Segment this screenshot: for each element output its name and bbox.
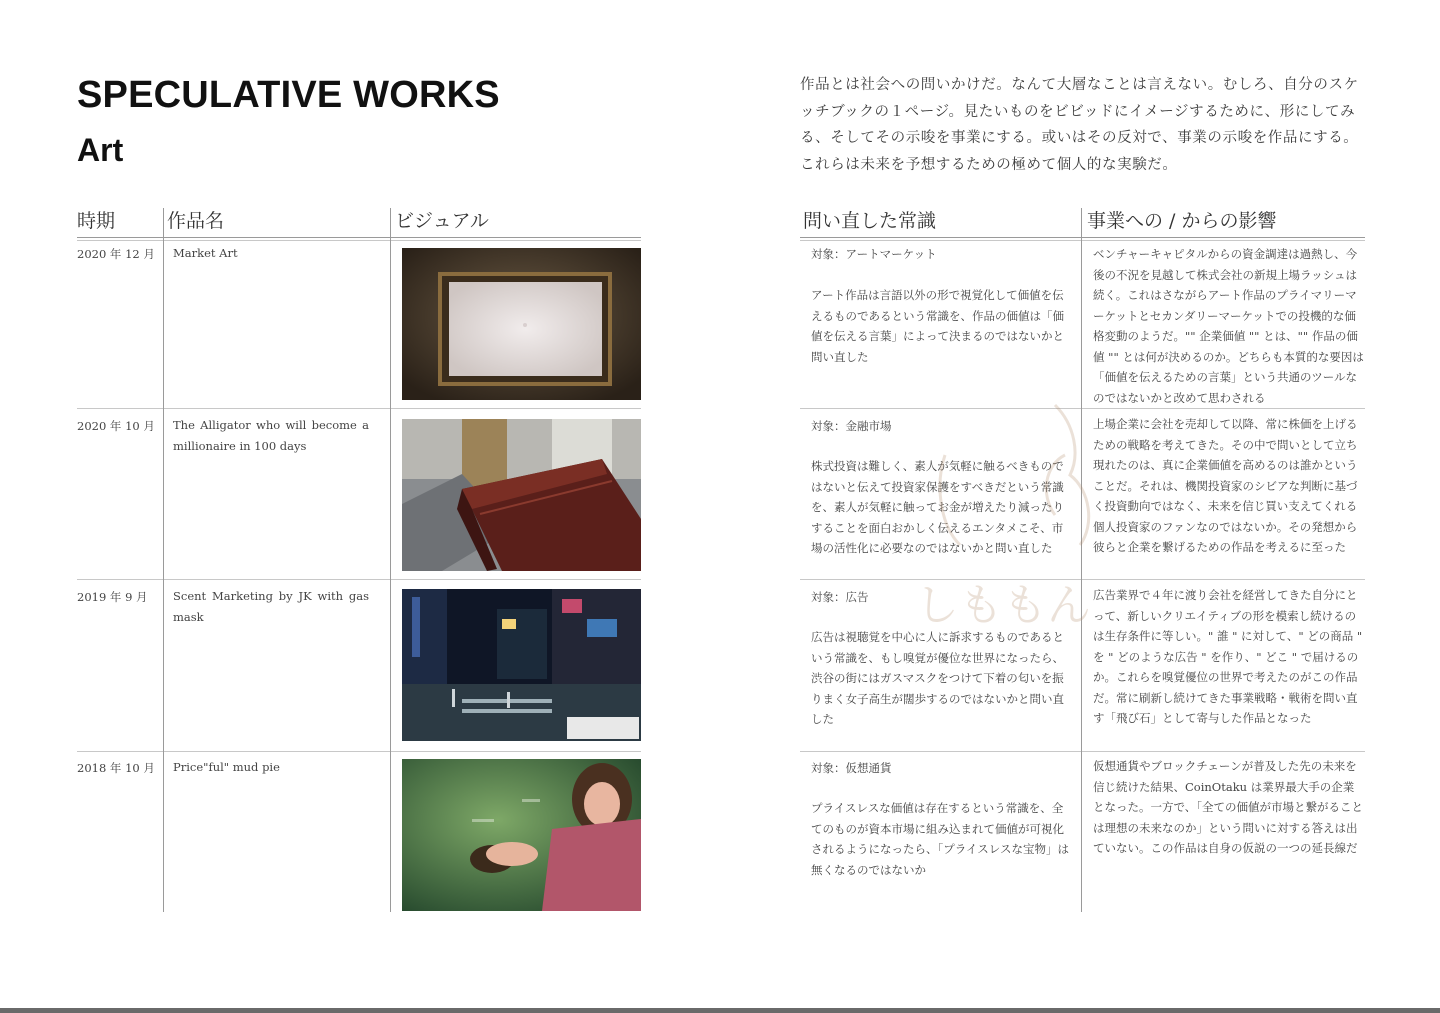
row-title: The Alligator who will become a millionaire in 100 days <box>173 418 369 453</box>
girl-mud-pie-image <box>402 759 641 911</box>
leather-book-photo <box>402 419 641 571</box>
night-street-image <box>402 589 641 741</box>
left-row-divider <box>77 579 641 580</box>
row-target: 対象：広告 <box>811 590 869 604</box>
left-row-divider <box>77 408 641 409</box>
night-shibuya-crossing-photo <box>402 589 641 741</box>
intro-paragraph: 作品とは社会への問いかけだ。なんて大層なことは言えない。むしろ、自分のスケッチブックの１ページ。見たいものをビビッドにイメージするために、形にしてみる、そしてその示唆を事業にする。或いはその反対で、事業の示唆を作品にする。これらは未来を予想するための極めて個人的な実験だ。 <box>800 77 1359 173</box>
page-title: SPECULATIVE WORKS <box>77 74 500 116</box>
bottom-border <box>0 1008 1440 1013</box>
girl-with-mud-pie-photo <box>402 759 641 911</box>
row-date: 2018 年 10 月 <box>77 761 155 775</box>
page-subtitle: Art <box>77 132 124 168</box>
row-date: 2020 年 12 月 <box>77 247 155 261</box>
row-rethink: プライスレスな価値は存在するという常識を、全てのものが資本市場に組み込まれて価値が可視化されるようになったら、「プライスレスな宝物」は無くなるのではないか <box>811 801 1069 877</box>
framed-canvas-image <box>402 248 641 400</box>
right-row-divider <box>800 751 1365 752</box>
header-work-title: 作品名 <box>167 210 225 232</box>
row-title: Scent Marketing by JK with gas mask <box>173 589 369 624</box>
leather-book-image <box>402 419 641 571</box>
right-table-header-rule <box>800 237 1365 238</box>
row-target: 対象：仮想通貨 <box>811 761 892 775</box>
row-impact: 広告業界で４年に渡り会社を経営してきた自分にとって、新しいクリエイティブの形を模索し続けるのは生存条件に等しい。" 誰 " に対して、" どの商品 " を " どのような広告 " を作り、" どこ " で届けるのか。これらを嗅覚優位の世界で考えたのがこの作品だ。常に刷新し続けてきた事業戦略・戦術を問い直す「飛び石」として寄与した作品となった <box>1093 588 1363 725</box>
header-visual: ビジュアル <box>395 210 489 232</box>
row-rethink: 広告は視聴覚を中心に人に訴求するものであるという常識を、もし嗅覚が優位な世界になったら、渋谷の街にはガスマスクをつけて下着の匂いを振りまく女子高生が闊歩するのではないかと問い直した <box>811 630 1064 726</box>
right-table-header-rule-2 <box>800 240 1365 241</box>
row-title: Market Art <box>173 246 238 260</box>
row-target: 対象：金融市場 <box>811 419 892 433</box>
left-col-divider <box>390 208 391 912</box>
row-impact: 上場企業に会社を売却して以降、常に株価を上げるための戦略を考えてきた。その中で問いとして立ち現れたのは、真に企業価値を高めるのは誰かということだ。それは、機関投資家のシビアな判断に基づく投資動向ではなく、未来を信じ買い支えてくれる個人投資家のファンなのではないか。その発想から彼らと企業を繋げるための作品を考えるに至った <box>1093 417 1358 554</box>
watermark-text: しももん <box>915 580 1091 631</box>
row-date: 2020 年 10 月 <box>77 419 155 433</box>
left-col-divider <box>163 208 164 912</box>
row-date: 2019 年 9 月 <box>77 590 148 604</box>
right-row-divider <box>800 579 1365 580</box>
right-row-divider <box>800 408 1365 409</box>
header-rethought-common-sense: 問い直した常識 <box>803 210 937 232</box>
framed-blank-canvas-photo <box>402 248 641 400</box>
left-table-header-rule <box>77 237 641 238</box>
row-rethink: 株式投資は難しく、素人が気軽に触るべきものではないと伝えて投資家保護をすべきだという常識を、素人が気軽に触ってお金が増えたり減ったりすることを面白おかしく伝えるエンタメこそ、市場の活性化に必要なのではないかと問い直した <box>811 459 1064 555</box>
left-row-divider <box>77 751 641 752</box>
left-table-header-rule-2 <box>77 240 641 241</box>
right-col-divider <box>1081 208 1082 912</box>
row-impact: 仮想通貨やブロックチェーンが普及した先の未来を信じ続けた結果、CoinOtaku は業界最大手の企業となった。一方で、「全ての価値が市場と繋がることは理想の未来なのか」という問いに対する答えは出ていない。この作品は自身の仮説の一つの延長線だ <box>1093 759 1364 855</box>
row-impact: ベンチャーキャピタルからの資金調達は過熱し、今後の不況を見越して株式会社の新規上場ラッシュは続く。これはさながらアート作品のプライマリーマーケットとセカンダリーマーケットでの投機的な価格変動のようだ。"" 企業価値 "" とは、"" 作品の価値 "" とは何が決めるのか。どちらも本質的な要因は「価値を伝えるための言葉」という共通のツールなのではないかと改めて思わされる <box>1093 247 1364 405</box>
header-period: 時期 <box>77 210 116 232</box>
row-title: Price"ful" mud pie <box>173 760 280 774</box>
row-rethink: アート作品は言語以外の形で視覚化して価値を伝えるものであるという常識を、作品の価値は「価値を伝える言葉」によって決まるのではないかと問い直した <box>811 288 1064 364</box>
header-business-impact: 事業への / からの影響 <box>1087 210 1277 232</box>
row-target: 対象：アートマーケット <box>811 247 937 261</box>
